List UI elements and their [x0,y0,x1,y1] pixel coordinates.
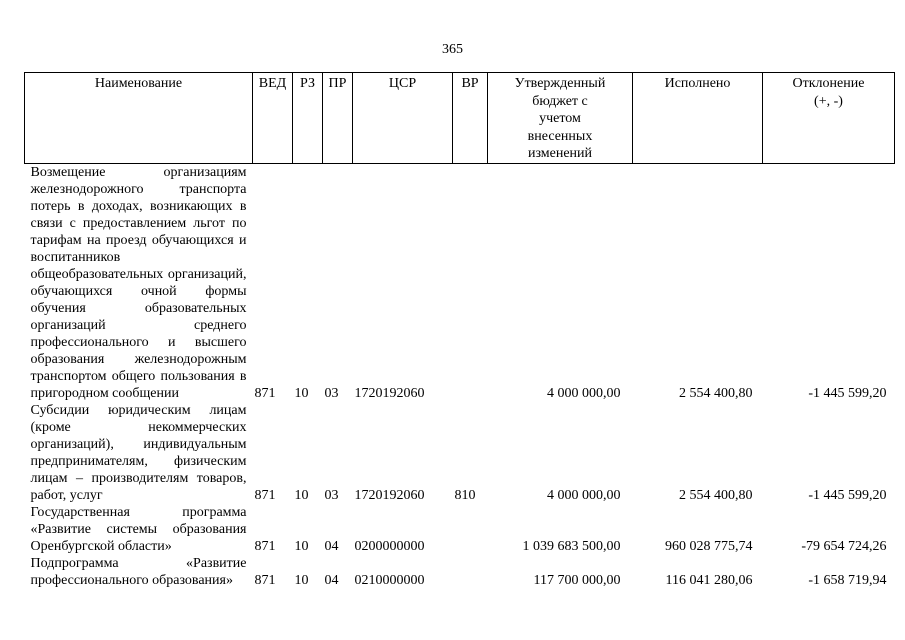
row-ved: 871 [254,572,276,588]
row-vr [453,504,488,555]
header-vr: ВР [453,73,488,164]
row-ved: 871 [254,385,276,401]
header-ved: ВЕД [253,73,293,164]
row-name: Подпрограмма «Развитие профессионального образования» [30,555,247,588]
row-deviation: -79 654 724,26 [801,538,887,554]
row-executed: 116 041 280,06 [665,572,753,588]
row-rz: 10 [294,572,309,588]
header-deviation: Отклонение (+, -) [763,73,895,164]
header-budget: Утвержденный бюджет с учетом внесенных изменений [488,73,633,164]
header-pr: ПР [323,73,353,164]
row-executed: 2 554 400,80 [679,385,753,401]
row-budget: 4 000 000,00 [547,385,621,401]
row-rz: 10 [294,538,309,554]
header-csr: ЦСР [353,73,453,164]
row-deviation: -1 658 719,94 [808,572,887,588]
page-number: 365 [442,42,463,57]
table-row [25,163,895,402]
row-ved: 871 [254,538,276,554]
row-vr: 810 [454,487,476,503]
row-vr [453,163,488,402]
row-pr: 04 [324,538,339,554]
row-pr: 03 [324,385,339,401]
row-pr: 03 [324,487,339,503]
row-budget: 1 039 683 500,00 [522,538,621,554]
table-row [25,402,895,504]
row-deviation: -1 445 599,20 [808,487,887,503]
row-ved: 871 [254,487,276,503]
row-executed: 960 028 775,74 [665,538,753,554]
budget-table [24,72,895,589]
row-csr: 0210000000 [354,572,425,588]
row-csr: 1720192060 [354,385,425,401]
row-pr: 04 [324,572,339,588]
row-name: Возмещение организациям железнодорожного транспорта потерь в доходах, возникающих в связи с предоставлением льгот по тарифам на проезд обучающихся и воспитанников общеобразовательных организаций, обучающихся очной формы обучения образовательных организаций среднего профессионального и высшего образования железнодорожным транспортом общего пользования в пригородном сообщении [30,164,247,401]
table-header-row [25,73,895,164]
row-rz: 10 [294,487,309,503]
table-row [25,555,895,589]
row-csr: 0200000000 [354,538,425,554]
row-deviation: -1 445 599,20 [808,385,887,401]
header-name: Наименование [25,73,253,164]
row-name: Государственная программа «Развитие системы образования Оренбургской области» [30,504,247,554]
header-rz: РЗ [293,73,323,164]
row-executed: 2 554 400,80 [679,487,753,503]
row-vr [453,555,488,589]
header-executed: Исполнено [633,73,763,164]
row-budget: 4 000 000,00 [547,487,621,503]
row-budget: 117 700 000,00 [533,572,621,588]
row-name: Субсидии юридическим лицам (кроме некоммерческих организаций), индивидуальным предпринимателям, физическим лицам – производителям товаров, работ, услуг [30,402,247,503]
table-row [25,504,895,555]
row-rz: 10 [294,385,309,401]
row-csr: 1720192060 [354,487,425,503]
